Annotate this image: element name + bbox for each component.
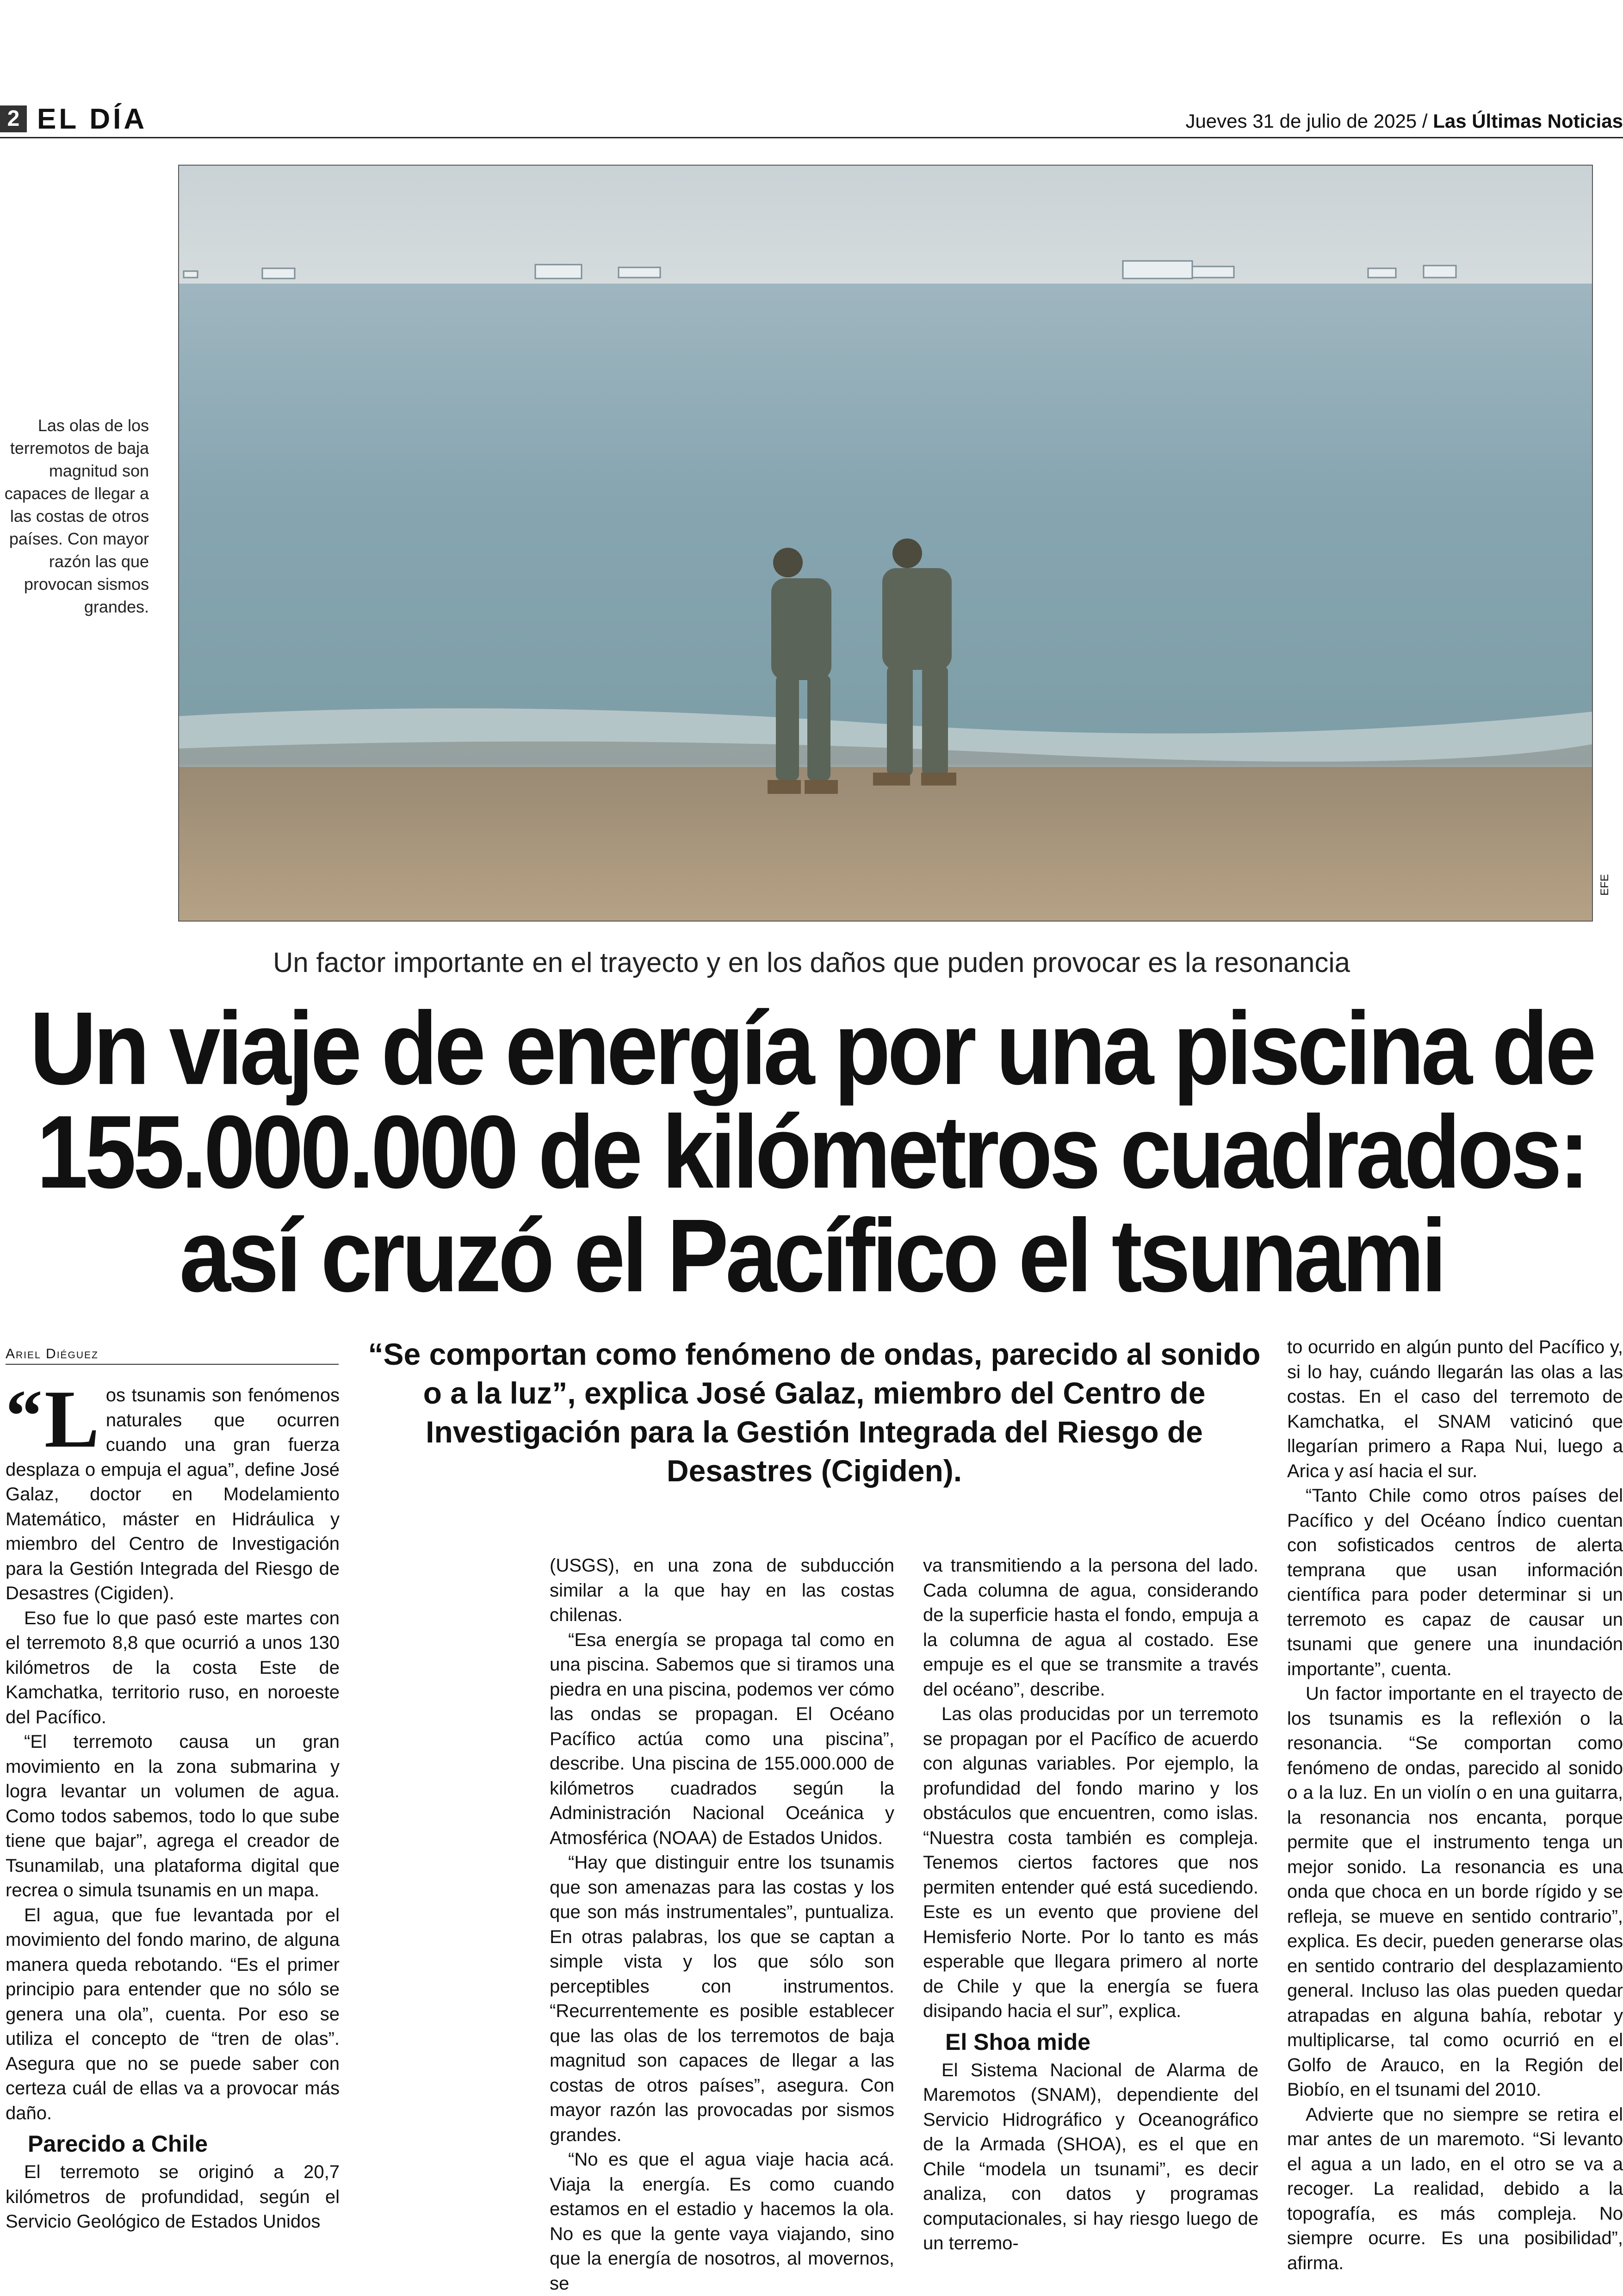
paragraph: El terremoto se originó a 20,7 kilómetros de profundidad, según el Servicio Geológico de Estados Unidos: [6, 2162, 340, 2232]
paragraph: “Tanto Chile como otros países del Pacífico y del Océano Índico cuentan con sofisticados centros de alerta temprana que usan información científica para poder determinar si un terremoto es capaz de causar un tsunami que genere una inundación importante”, cuenta.: [1287, 1485, 1623, 1679]
headline: [0, 990, 1623, 1314]
pull-quote: “Se comportan como fenómeno de ondas, parecido al sonido o a la luz”, explica José Galaz, miembro del Centro de Investigación para la Gestión Integrada del Riesgo de Desastres (Cigiden).: [368, 1337, 1261, 1488]
paragraph: “Esa energía se propaga tal como en una piscina. Sabemos que si tiramos una piedra en una piscina, podemos ver cómo las ondas se propagan. El Océano Pacífico actúa como una piscina”, describe. Una piscina de 155.000.000 de kilómetros cuadrados según la Administración Nacional Oceánica y Atmosférica (NOAA) de Estados Unidos.: [550, 1629, 894, 1848]
opening-quote-icon: “: [6, 1374, 43, 1457]
paragraph: Las olas producidas por un terremoto se propagan por el Pacífico de acuerdo con algunas variables. Por ejemplo, la profundidad del fondo marino y los obstáculos que encuentren, como islas. “Nuestra costa también es compleja. Tenemos ciertos factores que nos permiten entender qué está sucediendo. Este es un evento que proviene del Hemisferio Norte. Por lo tanto es más esperable que llegara primero al norte de Chile y que la energía se fuera disipando hacia el sur”, explica.: [923, 1704, 1258, 2021]
headline-line-2: 155.000.000 de kilómetros cuadrados:: [37, 1094, 1586, 1210]
paragraph: “Hay que distinguir entre los tsunamis que son amenazas para las costas y los que son más instrumentales”, puntualiza. En otras palabras, los que se captan a simple vista y los que sólo son perceptibles con instrumentos. “Recurrentemente es posible establecer que las olas de los terremotos de baja magnitud son capaces de llegar a las costas de otros países”, asegura. Con mayor razón las provocadas por sismos grandes.: [550, 1852, 894, 2145]
subheading: El Shoa mide: [945, 2029, 1090, 2055]
paragraph: El agua, que fue levantada por el movimiento del fondo marino, de alguna manera queda rebotando. “Es el primer principio para entender que no sólo se genera una ola”, cuenta. Por eso se utiliza el concepto de “tren de olas”. Asegura que no se puede saber con certeza cuál de ellas va a provocar más daño.: [6, 1905, 340, 2123]
dateline: [1185, 110, 1623, 132]
headline-line-1: Un viaje de energía por una piscina de: [30, 990, 1593, 1107]
paragraph: to ocurrido en algún punto del Pacífico y, si lo hay, cuándo llegarán las olas a las costas. En el caso del terremoto de Kamchatka, el SNAM vaticinó que llegarían primero a Rapa Nui, luego a Arica y así hacia el sur.: [1287, 1337, 1623, 1481]
byline-rule: [6, 1364, 339, 1365]
beach-photo: [178, 165, 1593, 922]
headline-line-3: así cruzó el Pacífico el tsunami: [179, 1198, 1444, 1314]
paragraph: El Sistema Nacional de Alarma de Maremotos (SNAM), dependiente del Servicio Hidrográfico y Oceanográfico de la Armada (SHOA), es el que en Chile “modela un tsunami”, es decir analiza, con datos y programas computacionales, si hay riesgo luego de un terremo-: [923, 2060, 1258, 2253]
article-column-3: [923, 1553, 1258, 2256]
lead-paragraph: “ L os tsunamis son fenómenos naturales que ocurren cuando una gran fuerza desplaza o empuja el agua”, define José Galaz, doctor en Modelamiento Matemático, máster en Hidráulica y miembro del Centro de Investigación para la Gestión Integrada del Riesgo de Desastres (Cigiden).: [6, 1373, 340, 1603]
paragraph: Un factor importante en el trayecto de los tsunamis es la reflexión o la resonancia. “Se comportan como fenómeno de ondas, parecido al sonido o a la luz. En un violín o en una guitarra, la resonancia nos encanta, porque permite que el instrumento tenga un mejor sonido. La resonancia es una onda que choca en un borde rígido y se refleja, se mueve en sentido contrario”, explica. Es decir, pueden generarse olas en sentido contrario del desplazamiento general. Incluso las olas pueden quedar atrapadas en alguna bahía, rebotar y multiplicarse, tal como ocurrió en el Golfo de Arauco, en la Región del Biobío, en el tsunami del 2010.: [1287, 1683, 1623, 2100]
article-column-2: [550, 1553, 894, 2296]
paragraph: “El terremoto causa un gran movimiento en la zona submarina y logra levantar un volumen de agua. Como todos sabemos, todo lo que sube tiene que bajar”, agrega el creador de Tsunamilab, una plataforma digital que recrea o simula tsunamis en un mapa.: [6, 1732, 340, 1900]
article-column-4: [1287, 1335, 1623, 2276]
paragraph: Advierte que no siempre se retira el mar antes de un maremoto. “Si levanto el agua a un lado, en el otro se va a recoger. La realidad, debido a la topografía, es más compleja. No siempre ocurre. Es una posibilidad”, afirma.: [1287, 2104, 1623, 2273]
paragraph: Eso fue lo que pasó este martes con el terremoto 8,8 que ocurrió a unos 130 kilómetros de la costa Este de Kamchatka, territorio ruso, en noroeste del Pacífico.: [6, 1608, 340, 1727]
paragraph: “No es que el agua viaje hacia acá. Viaja la energía. Es como cuando estamos en el estadio y hacemos la ola. No es que la gente vaya viajando, sino que la energía de nosotros, al movernos, se: [550, 2149, 894, 2294]
dropcap: L: [44, 1373, 99, 1465]
page-number: 2: [0, 105, 27, 132]
photo-caption: Las olas de los terremotos de baja magnitud son capaces de llegar a las costas de otros países. Con mayor razón las que provocan sismos grandes.: [4, 416, 149, 616]
subheading: Parecido a Chile: [28, 2131, 208, 2157]
article-column-1: [6, 1373, 340, 2234]
header-rule: [0, 137, 1623, 138]
paragraph: (USGS), en una zona de subducción similar a la que hay en las costas chilenas.: [550, 1555, 894, 1625]
section-title: EL DÍA: [37, 103, 148, 135]
publication-name: Las Últimas Noticias: [1433, 110, 1623, 132]
byline: Ariel Diéguez: [6, 1346, 99, 1362]
paragraph: va transmitiendo a la persona del lado. Cada columna de agua, considerando de la superficie hasta el fondo, empuja a la columna de agua al costado. Ese empuje es el que se transmite a través del océano”, describe.: [923, 1555, 1258, 1700]
photo-credit: EFE: [1598, 874, 1611, 896]
kicker: Un factor importante en el trayecto y en los daños que puden provocar es la resonancia: [273, 947, 1350, 978]
issue-date: Jueves 31 de julio de 2025 /: [1185, 110, 1428, 132]
